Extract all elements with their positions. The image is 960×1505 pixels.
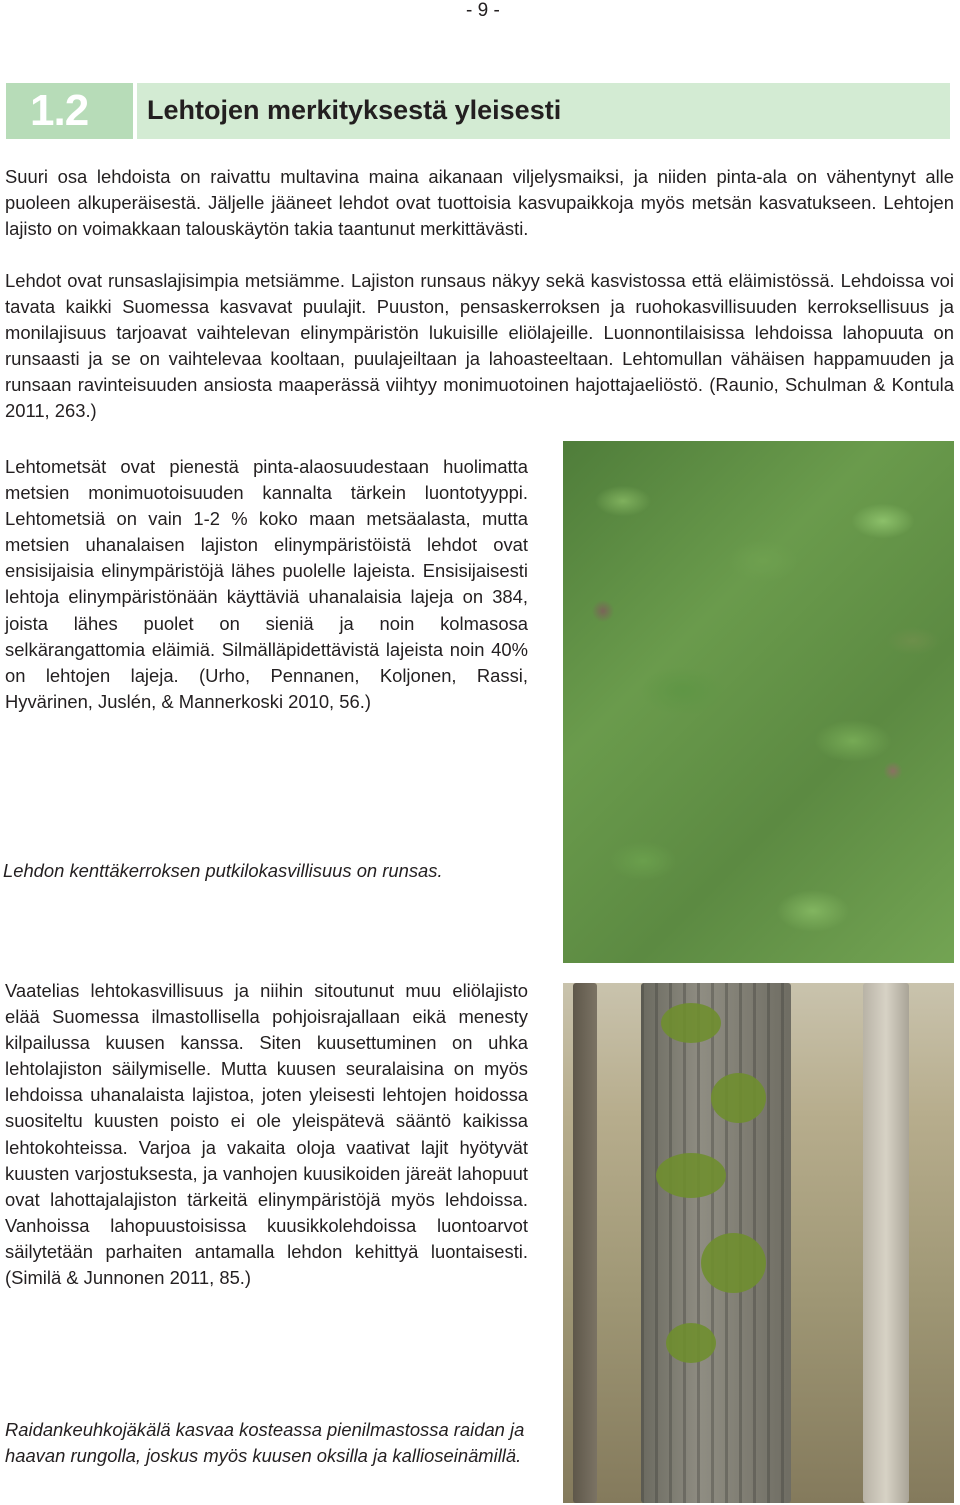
paragraph-habitat-importance: Lehtometsät ovat pienestä pinta-alaosuudestaan huolimatta metsien monimuotoisuuden kannalta tärkein luontotyyppi. Lehtometsiä on vain 1-2 % koko maan metsäalasta, mutta metsien uhanalaisen lajiston elinympäristöistä lehdot ovat ensisijaisia elinympäristöjä lähes puolelle lajeista. Ensisijaisesti lehtoja elinympäristönään käyttäviä uhanalaisia lajeja on 384, joista lähes puolet on sieniä ja noin kolmasosa selkärangattomia eläimiä. Silmälläpidettävistä lajeista noin 40% on lehtojen lajeja. (Urho, Pennanen, Koljonen, Rassi, Hyvärinen, Juslén, & Mannerkoski 2010, 56.) [5, 456, 528, 712]
lichen-patch [661, 1003, 721, 1043]
caption-forest-floor: Lehdon kenttäkerroksen putkilokasvillisuus on runsas. [3, 860, 443, 881]
lichen-tree-photo [563, 983, 954, 1503]
tree-trunk-left [573, 983, 597, 1503]
paragraph-land-use: Suuri osa lehdoista on raivattu multavina maina aikanaan viljelysmaiksi, ja niiden pinta-ala on vähentynyt alle puoleen alkuperäisestä. Jäljelle jääneet lehdot ovat tuottoisia kasvupaikkoja myös metsän kasvatukseen. Lehtojen lajisto on voimakkaan talouskäytön takia taantunut merkittävästi. [5, 166, 954, 240]
paragraph-spruce: Vaatelias lehtokasvillisuus ja niihin sitoutunut muu eliölajisto elää Suomessa ilmastollisella pohjoisrajallaan eikä menesty kilpailussa kuusen kanssa. Siten kuusettuminen on uhka lehtolajiston säilymiselle. Mutta kuusen seuralaisina on myös lehdoissa uhanalaista lajistoa, joten yleisesti lehtojen hoidossa suositeltu kuusten poisto ei ole yleispätevä sääntö kaikissa lehtokohteissa. Varjoa ja vakaita oloja vaativat lajit hyötyvät kuusten varjostuksesta, ja vanhojen kuusikoiden järeät lahopuut ovat lahottajalajiston tärkeitä elinympäristöjä myös lehdoissa. Vanhoissa lahopuustoisissa kuusikkolehdoissa luontoarvot säilytetään parhaiten antamalla lehdon kehittyä luontaisesti. (Similä & Junnonen 2011, 85.) [5, 980, 528, 1289]
tree-trunk-main [641, 983, 791, 1503]
section-number-box [6, 83, 133, 139]
lichen-patch [656, 1153, 726, 1198]
paragraph-species-richness: Lehdot ovat runsaslajisimpia metsiämme. Lajiston runsaus näkyy sekä kasvistossa että eläimistössä. Lehdoissa voi tavata kaikki Suomessa kasvavat puulajit. Puuston, pensaskerroksen ja ruohokasvillisuuden kerroksellisuus ja monilajisuus tarjoavat vaihtelevan elinympäristön lukuisille eliölajeille. Luonnontilaisissa lehdoissa lahopuuta on runsaasti ja se on vaihtelevaa kooltaan, puulajeiltaan ja lahoasteeltaan. Lehtomullan vähäisen happamuuden ja runsaan ravinteisuuden ansiosta maaperässä viihtyy monimuotoinen hajottajaeliöstö. (Raunio, Schulman & Kontula 2011, 263.) [5, 270, 954, 422]
page-number: - 9 - [466, 0, 500, 21]
forest-floor-photo [563, 441, 954, 963]
section-number: 1.2 [30, 86, 89, 135]
lichen-patch [711, 1073, 766, 1123]
caption-lichen: Raidankeuhkojäkälä kasvaa kosteassa pienilmastossa raidan ja haavan rungolla, joskus myös kuusen oksilla ja kallioseinämillä. [5, 1419, 525, 1466]
tree-trunk-right [863, 983, 909, 1503]
lichen-patch [701, 1233, 766, 1293]
section-title: Lehtojen merkityksestä yleisesti [147, 95, 562, 125]
lichen-patch [666, 1323, 716, 1363]
section-title-box [137, 83, 950, 139]
section-header [6, 83, 950, 139]
